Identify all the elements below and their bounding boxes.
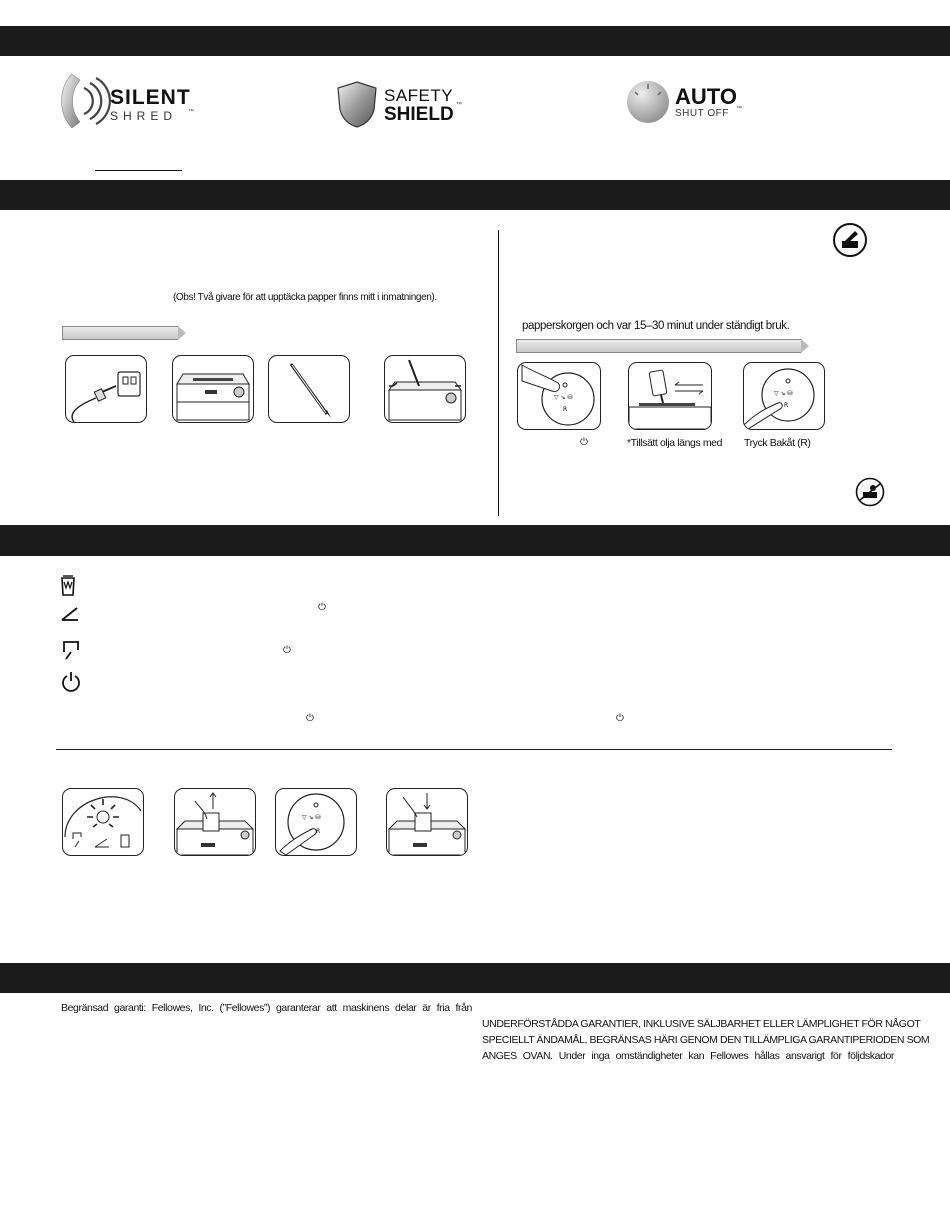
plug-icon — [66, 356, 146, 422]
no-aerosol-badge — [855, 477, 885, 507]
reinsert-paper-illustration — [386, 788, 468, 856]
clock-icon — [626, 80, 670, 124]
oil-instruction-line: papperskorgen och var 15–30 minut under ständigt bruk. — [522, 320, 790, 332]
reverse-press-icon — [744, 363, 824, 429]
oil-apply-illustration — [384, 355, 466, 423]
shut-off-word: SHUT OFF — [675, 108, 729, 119]
auto-word: AUTO — [675, 84, 737, 109]
underline-rule — [95, 170, 182, 171]
svg-text:▽ ↘ ⛁: ▽ ↘ ⛁ — [302, 814, 321, 821]
safety-shield-logo — [336, 80, 496, 132]
caption-reverse: Tryck Bakåt (R) — [744, 437, 811, 449]
warranty-right-line-1: UNDERFÖRSTÅDDA GARANTIER, INKLUSIVE SÄLJBARHET ELLER LÄMPLIGHET FÖR NÅGOT — [482, 1018, 921, 1030]
silent-word: SILENT — [110, 86, 191, 109]
header-bar-top — [0, 26, 950, 56]
shredder-top-illustration — [172, 355, 254, 423]
warranty-left-line: Begränsad garanti: Fellowes, Inc. (”Fellowes”) garanterar att maskinens delar är fria från — [61, 1002, 472, 1014]
shield-icon — [336, 80, 378, 128]
sound-waves-icon — [54, 70, 112, 132]
no-aerosol-icon — [855, 477, 885, 507]
overheat-indicator — [61, 605, 79, 621]
shredder-oil-icon — [385, 356, 465, 422]
warranty-right-line-3: ANGES OVAN. Under inga omständigheter kan Fellowes hållas ansvarigt för följdskador — [482, 1050, 894, 1062]
auto-shut-off-logo — [626, 80, 786, 128]
press-power-illustration — [517, 362, 601, 430]
auto-tm: ™ — [736, 106, 742, 112]
shredder-icon — [173, 356, 253, 422]
pen-icon — [269, 356, 349, 422]
column-divider — [498, 230, 499, 516]
caption-power-symbol: ⏻ — [580, 437, 588, 448]
indicator-power-symbol-3: ⏻ — [306, 713, 314, 724]
indicator-power-symbol-2: ⏻ — [283, 645, 291, 656]
oil-along-icon — [629, 363, 711, 429]
warranty-right-line-2: SPECIELLT ÄNDAMÅL, BEGRÄNSAS HÄRI GENOM DEN TILLÄMPLIGA GARANTIPERIODEN SOM — [482, 1034, 930, 1046]
indicator-power-symbol-4: ⏻ — [616, 713, 624, 724]
sensor-note: (Obs! Två givare för att upptäcka papper finns mitt i inmatningen). — [173, 292, 437, 303]
bin-full-icon — [60, 574, 76, 596]
door-open-icon — [62, 640, 80, 660]
caption-oil: *Tillsätt olja längs med — [627, 437, 723, 449]
flashing-light-illustration — [62, 788, 144, 856]
reverse-letter-1: R — [563, 406, 568, 413]
svg-text:▽ ↘ ⛁: ▽ ↘ ⛁ — [774, 390, 793, 397]
reverse-letter-3: R — [316, 828, 321, 835]
door-open-indicator — [62, 640, 80, 660]
bin-full-indicator — [60, 574, 76, 596]
safety-word: SAFETY — [384, 86, 454, 105]
plug-illustration — [65, 355, 147, 423]
oil-applicator-illustration — [268, 355, 350, 423]
power-indicator — [61, 671, 81, 693]
section-rule — [56, 749, 892, 750]
header-bar-setup — [0, 180, 950, 210]
remove-paper-illustration — [174, 788, 256, 856]
oil-bottle-icon — [833, 223, 867, 257]
indicator-power-symbol-1: ⏻ — [318, 602, 326, 613]
svg-text:▽ ↘ ⛁: ▽ ↘ ⛁ — [554, 394, 573, 401]
shred-word: SHRED — [110, 109, 178, 123]
remove-paper-icon — [175, 789, 255, 855]
right-arrow-bar — [516, 339, 801, 353]
reinsert-paper-icon — [387, 789, 467, 855]
reverse-letter-2: R — [784, 402, 789, 409]
header-bar-warranty — [0, 963, 950, 993]
press-reverse-illustration-2 — [275, 788, 357, 856]
flashing-panel-icon — [63, 789, 143, 855]
slash-icon — [61, 605, 79, 621]
silent-tm: ™ — [188, 109, 194, 115]
left-arrow-bar — [62, 326, 178, 340]
reverse-panel-icon — [276, 789, 356, 855]
oil-icon-badge — [833, 223, 867, 257]
control-panel-icon — [518, 363, 600, 429]
header-bar-indicators — [0, 525, 950, 556]
press-reverse-illustration — [743, 362, 825, 430]
silent-shred-logo — [54, 70, 214, 132]
shield-word: SHIELD — [384, 104, 454, 125]
power-icon — [61, 671, 81, 693]
safety-tm: ™ — [456, 102, 462, 108]
oil-along-illustration — [628, 362, 712, 430]
